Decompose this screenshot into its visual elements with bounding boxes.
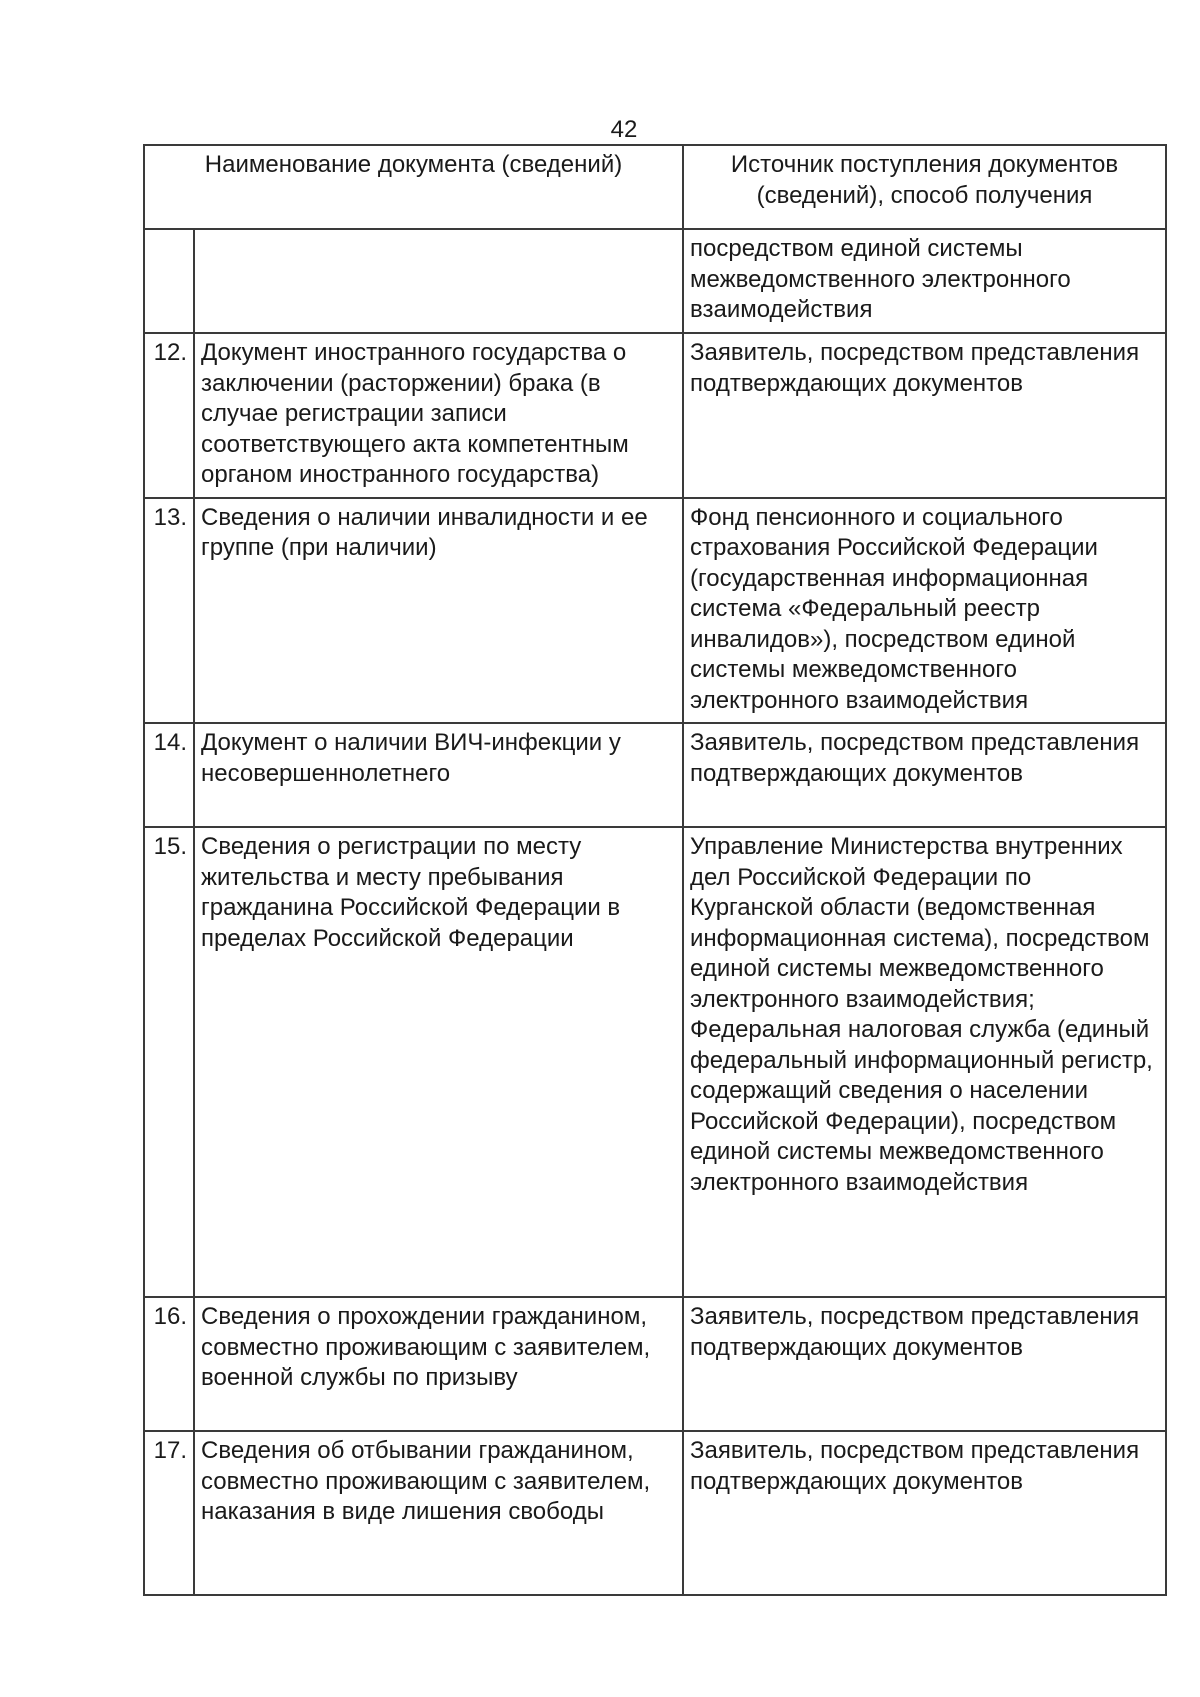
table-row xyxy=(144,1431,1166,1595)
row-document-name xyxy=(194,229,683,333)
row-document-source: Заявитель, посредством представления подтверждающих документов xyxy=(683,723,1166,827)
row-document-name: Сведения о прохождении гражданином, совместно проживающим с заявителем, военной службы по призыву xyxy=(194,1297,683,1431)
header-document-source: Источник поступления документов (сведений), способ получения xyxy=(683,145,1166,229)
row-number: 14. xyxy=(144,723,194,827)
row-document-name: Сведения о наличии инвалидности и ее группе (при наличии) xyxy=(194,498,683,724)
row-document-name: Сведения о регистрации по месту жительства и месту пребывания гражданина Российской Федерации в пределах Российской Федерации xyxy=(194,827,683,1297)
table-row xyxy=(144,333,1166,498)
row-number: 12. xyxy=(144,333,194,498)
table-row-continuation xyxy=(144,229,1166,333)
row-document-source: Фонд пенсионного и социального страхования Российской Федерации (государственная информационная система «Федеральный реестр инвалидов»), посредством единой системы межведомственного электронного взаимодействия xyxy=(683,498,1166,724)
table-header-row xyxy=(144,145,1166,229)
row-document-name: Документ иностранного государства о заключении (расторжении) брака (в случае регистрации записи соответствующего акта компетентным органом иностранного государства) xyxy=(194,333,683,498)
row-document-source: посредством единой системы межведомственного электронного взаимодействия xyxy=(683,229,1166,333)
table-row xyxy=(144,827,1166,1297)
row-number: 17. xyxy=(144,1431,194,1595)
row-document-name: Сведения об отбывании гражданином, совместно проживающим с заявителем, наказания в виде лишения свободы xyxy=(194,1431,683,1595)
row-document-source: Заявитель, посредством представления подтверждающих документов xyxy=(683,1431,1166,1595)
documents-table xyxy=(143,144,1167,1596)
row-number: 15. xyxy=(144,827,194,1297)
table-row xyxy=(144,1297,1166,1431)
row-document-source: Управление Министерства внутренних дел Российской Федерации по Курганской области (ведомственная информационная система), посредством единой системы межведомственного электронного взаимодействия; Федеральная налоговая служба (единый федеральный информационный регистр, содержащий сведения о населении Российской Федерации), посредством единой системы межведомственного электронного взаимодействия xyxy=(683,827,1166,1297)
table-row xyxy=(144,723,1166,827)
header-document-name: Наименование документа (сведений) xyxy=(144,145,683,229)
row-number: 13. xyxy=(144,498,194,724)
row-document-name: Документ о наличии ВИЧ-инфекции у несовершеннолетнего xyxy=(194,723,683,827)
row-document-source: Заявитель, посредством представления подтверждающих документов xyxy=(683,1297,1166,1431)
row-number: 16. xyxy=(144,1297,194,1431)
row-number xyxy=(144,229,194,333)
page-number: 42 xyxy=(610,116,638,143)
table-row xyxy=(144,498,1166,724)
row-document-source: Заявитель, посредством представления подтверждающих документов xyxy=(683,333,1166,498)
